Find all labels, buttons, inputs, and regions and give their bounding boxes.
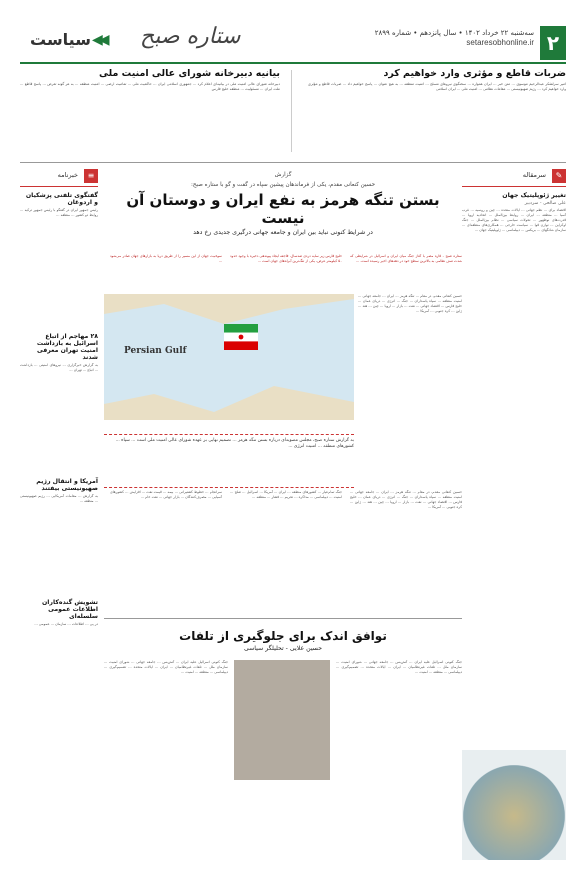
lead-row [104, 254, 462, 290]
news-item [20, 333, 98, 473]
news-item-title: گفتگوی تلفنی پزشکیان و اردوغان [25, 192, 98, 206]
article-kicker: حسین کنعانی مقدم، یکی از فرماندهان پیشین سپاه در گفت و گو با ستاره صبح: [190, 182, 376, 188]
author-photo [234, 660, 330, 780]
article-body-left: سرانجام ... خطوط کشتیرانی ... بیمه ... قیمت نفت ... افزایش ... کشورهای آسیایی ... مصرف‌کنندگان ... بازار جهانی ... نفت خام ... [110, 490, 222, 499]
issue-meta: سه‌شنبه ۲۲ خرداد ۱۴۰۲ • سال پانزدهم • شماره ۲۸۹۹ [374, 29, 534, 37]
news-item-body: به گزارش خبرگزاری ... نیروهای امنیتی ... بازداشت ... اتباع ... تهران ... [20, 363, 98, 372]
news-item-body: رئیس جمهور ایران در گفتگو با رئیس جمهور ترکیه ... روابط دو کشور ... منطقه ... [20, 208, 98, 217]
right-column [462, 168, 566, 868]
second-article-body-left: جنگ کنونی اسرائیل علیه ایران ... آتش‌بس ... جامعه جهانی ... شورای امنیت ... سازمان ملل ... تلفات غیرنظامیان ... ایران ... ایالات متحده ... تصمیم‌گیری ... دیپلماسی ... منطقه ... امنیت ... [104, 660, 228, 674]
article-kicker-label: گزارش [274, 172, 292, 178]
left-column-tag-row [20, 168, 98, 187]
iran-flag-icon [224, 324, 258, 350]
right-column-body: اقتصاد برای ... نظم جهانی ... ایالات متحده ... چین و روسیه ... غرب آسیا ... منطقه ... ایران ... روابط بین‌الملل ... اتحادیه اروپا ... قدرت‌های نوظهور ... تحولات سیاسی ... نظام بین‌الملل ... جنگ اوکراین ... توازن قوا ... سیاست خارجی ... همکاری‌های منطقه‌ای ... سازمان شانگهای ... بریکس ... دیپلماسی ... ژئوپلیتیک جهان ... [462, 208, 566, 232]
header-rule [20, 62, 566, 64]
left-column [20, 168, 98, 868]
article-divider [104, 618, 462, 619]
lead-left: سوءنیت جهان از این مسیر را از طریق دریا به بازارهای جهان صادر می‌شود ... [110, 254, 222, 263]
article-body-right: حسین کنعانی مقدم، در مقام ... تنگه هرمز ... ایران ... جامعه جهانی ... امنیت منطقه ... سپاه پاسداران ... جنگ ... انرژی ... دریای عمان ... خلیج فارس ... اقتصاد جهانی ... نفت ... بازار ... اروپا ... چین ... هند ... ژاپن ... کره جنوبی ... آمریکا ... [358, 294, 462, 313]
news-item-title: تشویش گنده‌کاران اطلاعات عمومی سلسله‌ای [42, 599, 98, 620]
editorial-divider [291, 70, 292, 152]
right-column-tag-row [462, 168, 566, 187]
editorial-right [308, 68, 566, 158]
right-column-title: تغییر ژئوپلیتیک جهان [502, 192, 566, 199]
persian-gulf-map [104, 294, 354, 420]
map-label: Persian Gulf [124, 346, 187, 356]
second-article [104, 626, 462, 674]
globe-image [462, 750, 566, 860]
editorial-left [20, 68, 280, 158]
right-column-tag: سرمقاله [522, 171, 546, 179]
news-item [20, 478, 98, 594]
article-body-continued: حسین کنعانی مقدم، در مقام ... تنگه هرمز ... ایران ... جامعه جهانی ... امنیت منطقه ... سپاه پاسداران ... جنگ ... انرژی ... دریای عمان ... خلیج فارس ... اقتصاد جهانی ... نفت ... بازار ... اروپا ... چین ... هند ... ژاپن ... کره جنوبی ... آمریکا ... [350, 490, 462, 509]
section-title: سیاست [30, 30, 91, 49]
editorial-left-title: بیانیه دبیرخانه شورای عالی امنیت ملی [98, 68, 280, 79]
article-subtitle: در شرایط کنونی نباید بین ایران و جامعه جهانی درگیری جدیدی رخ دهد [193, 229, 373, 236]
news-item [20, 192, 98, 328]
article-title: بستن تنگه هرمز به نفع ایران و دوستان آن نیست [126, 191, 440, 227]
section-separator [20, 162, 566, 163]
second-article-byline: حسین علایی - تحلیلگر سیاسی [243, 645, 323, 652]
right-column-byline: علی صالحی - سردبیر [524, 201, 566, 206]
news-item-title: ۲۸ مهاجم از اتباع اسرائیل به بازداشت امنیت تهران معرفی شدند [36, 333, 98, 361]
left-column-tag: خبرنامه [57, 171, 78, 179]
site-url[interactable]: setaresobhonline.ir [466, 38, 534, 47]
news-item-body: در پی ... اطلاعات ... سازمان ... عمومی ... [34, 622, 98, 626]
editorial-icon: ✎ [552, 169, 566, 183]
second-article-title: توافق اندک برای جلوگیری از تلفات [179, 629, 387, 643]
news-item-body: به گزارش ... مقامات آمریکایی ... رژیم صهیونیستی ... منطقه ... [20, 494, 98, 503]
news-item-title: آمریکا و انتقال رژیم صهیونیستی بیفتند [36, 478, 98, 492]
section-arrows-icon: ◀◀ [92, 32, 106, 48]
editorial-left-body: دبیرخانه شورای عالی امنیت ملی در بیانیه‌ای اعلام کرد ... جمهوری اسلامی ایران ... حاکمیت ملی ... تمامیت ارضی ... امنیت منطقه ... به هر گونه تعرض ... پاسخ قاطع ... ملت ایران ... مسئولیت ... منطقه خلیج فارس [20, 82, 280, 92]
lead-middle: خلیج فارس زیر سایه دردی صدسال، فاجعه ایجاد پیوندهی ذخیره با وجود حدود ۵۰ کیلومتر عرض، یکی از تنگ‌ترین آبراه‌های جهان است ... [230, 254, 342, 263]
brand-logo: ستاره صبح [140, 24, 241, 49]
article-body-center: جنگ تمام‌عیار ... کشورهای منطقه ... ایران ... آمریکا ... اسرائیل ... صلح ... امنیت ... دیپلماسی ... مذاکره ... تحریم ... فشار ... منطقه ... [230, 490, 342, 499]
news-icon: ≡ [84, 169, 98, 183]
editorial-right-body: امیر سرلشکر عبدالرحیم موسوی ... متن خبر ... ایران همواره ... سخنگوی نیروهای مسلح ... امنیت منطقه ... به هیچ عنوان ... پاسخ خواهیم داد ... ضربات قاطع و مؤثری وارد خواهیم کرد ... رژیم صهیونیستی ... مقامات نظامی ... امنیت ملی ... ایران اسلامی [308, 82, 566, 92]
map-shape-icon [104, 294, 354, 420]
editorial-right-title: ضربات قاطع و مؤثری وارد خواهیم کرد [383, 68, 566, 79]
lead-right: ستاره صبح - قاره مصر با آغاز جنگ میان ایران و اسرائیل در شرایطی که شدت تنش نظامی به بالاترین سطح خود در دهه‌های اخیر رسیده است، ... [350, 254, 462, 263]
callout-text: به گزارش ستاره صبح، مجلس مصوبه‌ای درباره بستن تنگه هرمز ... تصمیم نهایی بر عهده شورای عالی امنیت ملی است ... سپاه ... کشورهای منطقه ... امنیت انرژی ... [115, 438, 354, 449]
news-item [20, 599, 98, 742]
page-header [20, 22, 566, 60]
page-number: ۲ [540, 26, 566, 60]
main-article [104, 168, 462, 868]
second-article-body-right: جنگ کنونی اسرائیل علیه ایران ... آتش‌بس ... جامعه جهانی ... شورای امنیت ... سازمان ملل ... تلفات غیرنظامیان ... ایران ... ایالات متحده ... تصمیم‌گیری ... دیپلماسی ... منطقه ... امنیت ... [336, 660, 462, 674]
